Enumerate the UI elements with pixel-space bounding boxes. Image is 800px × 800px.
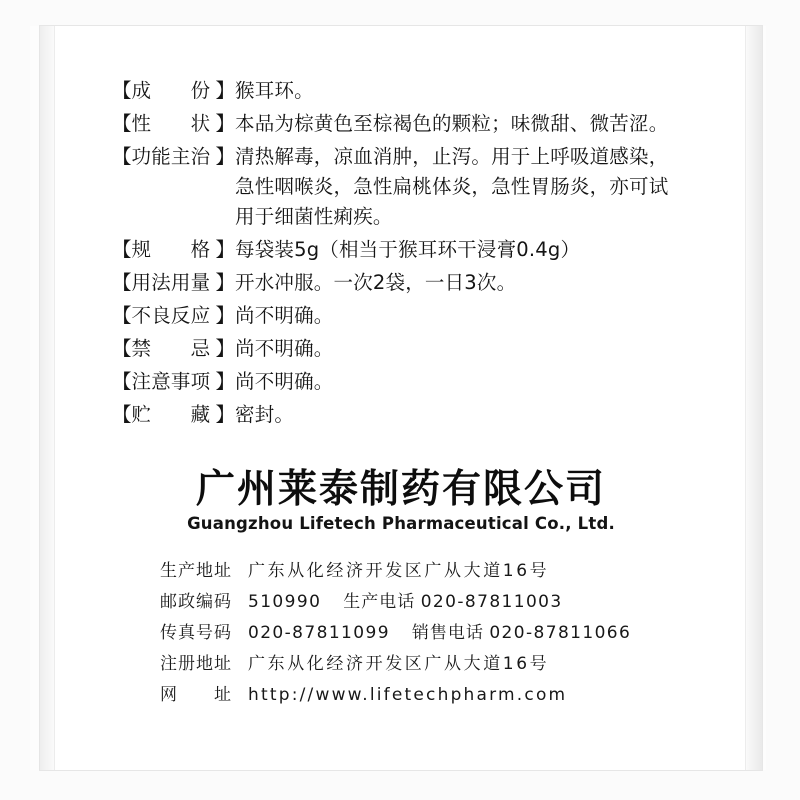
factory-address-value: 广东从化经济开发区广从大道16号: [248, 561, 550, 581]
carton-panel: [40, 26, 762, 770]
spec-value: 本品为棕黄色至棕褐色的颗粒；味微甜、微苦涩。: [235, 112, 669, 135]
spec-row-description: [112, 109, 712, 139]
spec-row-contraindications: [112, 334, 712, 364]
spec-label: 【 用法用量 】: [112, 271, 235, 294]
spec-label: 【 性 状 】: [112, 112, 235, 135]
spec-label: 【 规 格 】: [112, 238, 235, 261]
specification-list: [112, 76, 712, 433]
spec-value: 猴耳环。: [235, 79, 314, 102]
sales-phone-value: 020-87811066: [489, 623, 632, 643]
registered-address-label: 注册地址: [160, 654, 232, 674]
spec-row-adverse-reactions: [112, 301, 712, 331]
contact-row-factory-address: [160, 556, 690, 587]
spec-value: 密封。: [235, 403, 295, 426]
spec-row-specification: [112, 235, 712, 265]
spec-row-dosage: [112, 268, 712, 298]
factory-address-label: 生产地址: [160, 561, 232, 581]
spec-label: 【 成 份 】: [112, 79, 235, 102]
spec-row-precautions: [112, 367, 712, 397]
spec-label: 【 功能主治 】: [112, 145, 235, 168]
spec-value: [235, 142, 712, 232]
contact-row-website: [160, 680, 690, 711]
website-label: 网 址: [160, 685, 232, 705]
fax-label: 传真号码: [160, 623, 232, 643]
production-phone-group: [343, 587, 562, 618]
company-name-en: Guangzhou Lifetech Pharmaceutical Co., Ltd.: [187, 514, 615, 533]
spec-value: 尚不明确。: [235, 337, 334, 360]
package-insert-content: [40, 26, 762, 770]
photo-background-left: [0, 0, 30, 800]
website-value: http://www.lifetechpharm.com: [248, 685, 568, 705]
postcode-value: 510990: [248, 592, 322, 612]
contact-row-registered-address: [160, 649, 690, 680]
production-phone-label: 生产电话: [343, 592, 416, 612]
spec-value: 开水冲服。一次2袋，一日3次。: [235, 271, 517, 294]
spec-value: 尚不明确。: [235, 304, 334, 327]
spec-label: 【 贮 藏 】: [112, 403, 235, 426]
spec-label: 【 不良反应 】: [112, 304, 235, 327]
photo-background-top: [0, 0, 800, 26]
company-name-cn: 广州莱泰制药有限公司: [195, 467, 606, 512]
contact-row-fax: [160, 618, 690, 649]
spec-value: 每袋装5g（相当于猴耳环干浸膏0.4g）: [235, 238, 581, 261]
spec-label: 【 禁 忌 】: [112, 337, 235, 360]
spec-label: 【 注意事项 】: [112, 370, 235, 393]
spec-row-ingredients: [112, 76, 712, 106]
production-phone-value: 020-87811003: [420, 592, 563, 612]
company-contact-block: [160, 556, 690, 711]
spec-value-line-3: 用于细菌性痢疾。: [235, 205, 393, 228]
sales-phone-label: 销售电话: [411, 623, 484, 643]
spec-value: 尚不明确。: [235, 370, 334, 393]
spec-value-line-2: 急性咽喉炎，急性扁桃体炎，急性胃肠炎，亦可试: [235, 175, 669, 198]
photo-background-right: [766, 0, 800, 800]
contact-row-postcode: [160, 587, 690, 618]
postcode-label: 邮政编码: [160, 592, 232, 612]
photo-background-bottom: [0, 770, 800, 800]
spec-row-storage: [112, 400, 712, 430]
spec-value-line-1: 清热解毒，凉血消肿，止泻。用于上呼吸道感染，: [235, 145, 669, 168]
spec-row-indications: [112, 142, 712, 232]
registered-address-value: 广东从化经济开发区广从大道16号: [248, 654, 550, 674]
fax-value: 020-87811099: [248, 623, 390, 643]
sales-phone-group: [412, 618, 631, 649]
